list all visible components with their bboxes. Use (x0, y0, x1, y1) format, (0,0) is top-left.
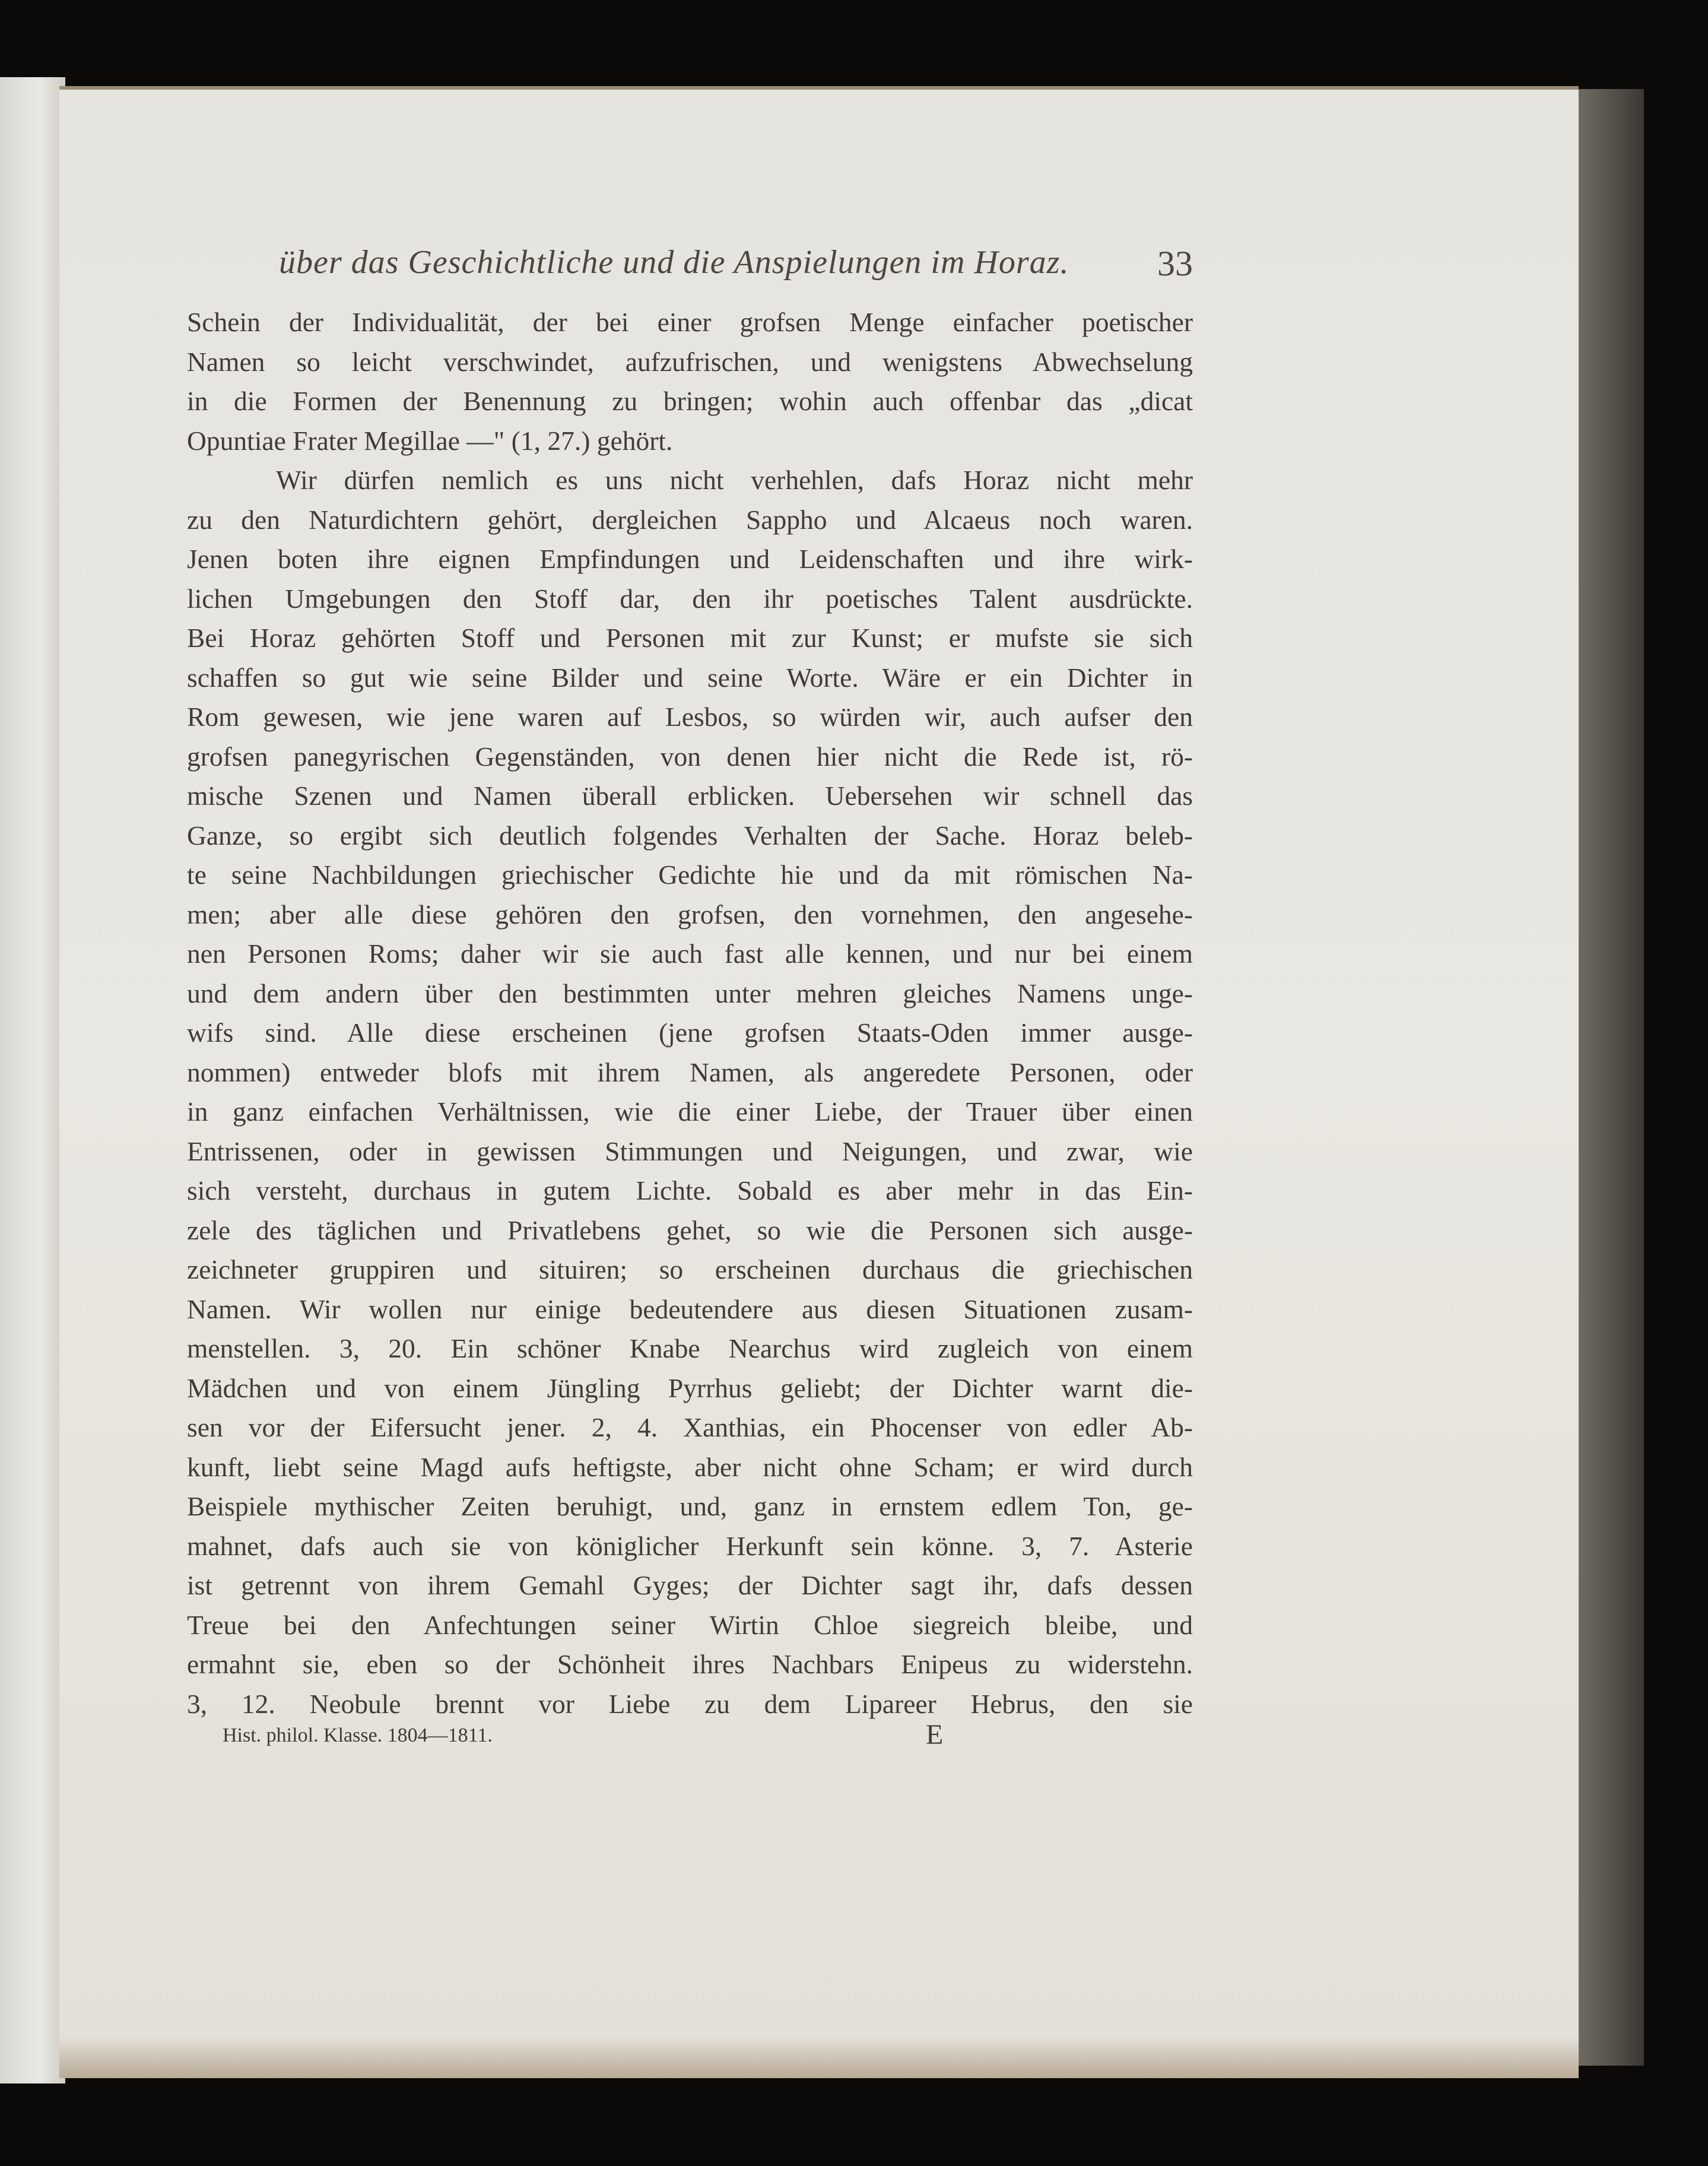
text-line: sich versteht, durchaus in gutem Lichte. Sobald es aber mehr in das Ein- (187, 1175, 1193, 1206)
text-line: ist getrennt von ihrem Gemahl Gyges; der Dichter sagt ihr, dafs dessen (187, 1570, 1193, 1600)
text-line: wifs sind. Alle diese erscheinen (jene grofsen Staats-Oden immer ausge- (187, 1017, 1193, 1048)
text-line: Ganze, so ergibt sich deutlich folgendes Verhalten der Sache. Horaz beleb- (187, 820, 1193, 851)
text-line: Jenen boten ihre eignen Empfindungen und Leidenschaften und ihre wirk- (187, 544, 1193, 574)
text-line: schaffen so gut wie seine Bilder und seine Worte. Wäre er ein Dichter in (187, 662, 1193, 693)
text-line: sen vor der Eifersucht jener. 2, 4. Xanthias, ein Phocenser von edler Ab- (187, 1412, 1193, 1442)
text-line: lichen Umgebungen den Stoff dar, den ihr poetisches Talent ausdrückte. (187, 583, 1193, 614)
text-line: Opuntiae Frater Megillae —" (1, 27.) gehört. (187, 425, 673, 456)
body-text (187, 303, 1193, 1724)
text-line: zeichneter gruppiren und situiren; so erscheinen durchaus die griechischen (187, 1254, 1193, 1285)
page-header (279, 243, 1193, 297)
text-line: Namen so leicht verschwindet, aufzufrischen, und wenigstens Abwechselung (187, 346, 1193, 377)
text-line: mische Szenen und Namen überall erblicken. Uebersehen wir schnell das (187, 781, 1193, 811)
page-number: 33 (1157, 244, 1193, 283)
text-line: Mädchen und von einem Jüngling Pyrrhus geliebt; der Dichter warnt die- (187, 1372, 1193, 1403)
text-line: ermahnt sie, eben so der Schönheit ihres Nachbars Enipeus zu widerstehn. (187, 1649, 1193, 1679)
text-line: menstellen. 3, 20. Ein schöner Knabe Nearchus wird zugleich von einem (187, 1333, 1193, 1363)
text-line: Rom gewesen, wie jene waren auf Lesbos, so würden wir, auch aufser den (187, 702, 1193, 732)
text-line: mahnet, dafs auch sie von königlicher Herkunft sein könne. 3, 7. Asterie (187, 1530, 1193, 1561)
text-line: und dem andern über den bestimmten unter mehren gleiches Namens unge- (187, 978, 1193, 1009)
signature-note: Hist. philol. Klasse. 1804—1811. (223, 1724, 493, 1746)
text-line: men; aber alle diese gehören den grofsen, den vornehmen, den angesehe- (187, 899, 1193, 930)
text-line: Treue bei den Anfechtungen seiner Wirtin Chloe siegreich bleibe, und (187, 1609, 1193, 1640)
signature-letter: E (926, 1719, 944, 1750)
text-line: te seine Nachbildungen griechischer Gedichte hie und da mit römischen Na- (187, 860, 1193, 890)
text-line: Beispiele mythischer Zeiten beruhigt, und, ganz in ernstem edlem Ton, ge- (187, 1491, 1193, 1521)
text-line: Entrissenen, oder in gewissen Stimmungen und Neigungen, und zwar, wie (187, 1136, 1193, 1166)
text-line: 3, 12. Neobule brennt vor Liebe zu dem Lipareer Hebrus, den sie (187, 1688, 1193, 1719)
text-line: Bei Horaz gehörten Stoff und Personen mit zur Kunst; er mufste sie sich (187, 623, 1193, 653)
text-line: zu den Naturdichtern gehört, dergleichen Sappho und Alcaeus noch waren. (187, 504, 1193, 535)
adjacent-page-edge (0, 77, 65, 2083)
text-line: Wir dürfen nemlich es uns nicht verhehlen, dafs Horaz nicht mehr (276, 465, 1193, 495)
text-line: zele des täglichen und Privatlebens gehet, so wie die Personen sich ausge- (187, 1214, 1193, 1245)
text-line: nommen) entweder blofs mit ihrem Namen, als angeredete Personen, oder (187, 1057, 1193, 1087)
text-line: nen Personen Roms; daher wir sie auch fast alle kennen, und nur bei einem (187, 938, 1193, 969)
running-title: über das Geschichtliche und die Anspielungen im Horaz. (279, 244, 1069, 281)
text-line: grofsen panegyrischen Gegenständen, von denen hier nicht die Rede ist, rö- (187, 741, 1193, 772)
text-line: in ganz einfachen Verhältnissen, wie die einer Liebe, der Trauer über einen (187, 1096, 1193, 1127)
text-line: in die Formen der Benennung zu bringen; wohin auch offenbar das „dicat (187, 386, 1193, 416)
book-cover-edge (1579, 89, 1644, 2066)
text-line: kunft, liebt seine Magd aufs heftigste, aber nicht ohne Scham; er wird durch (187, 1451, 1193, 1482)
text-line: Namen. Wir wollen nur einige bedeutendere aus diesen Situationen zusam- (187, 1293, 1193, 1324)
text-line: Schein der Individualität, der bei einer grofsen Menge einfacher poetischer (187, 307, 1193, 337)
